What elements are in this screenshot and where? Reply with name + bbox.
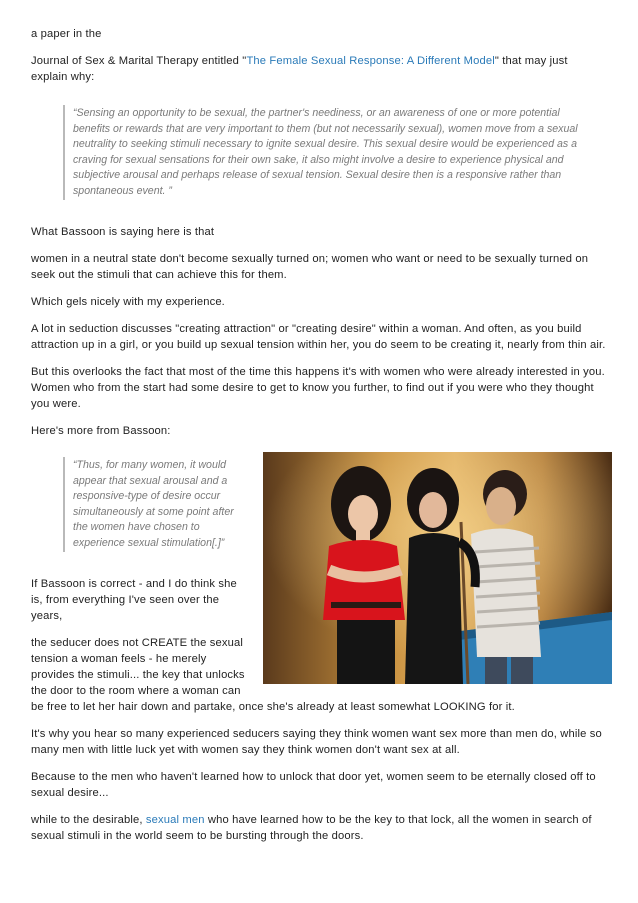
paragraph-experience: Which gels nicely with my experience.	[31, 296, 225, 308]
paragraph-bassoon-saying: What Bassoon is saying here is that	[31, 226, 215, 238]
sexual-men-link[interactable]: sexual men	[145, 814, 205, 826]
article-body	[31, 26, 606, 855]
blockquote-basson-1: “Sensing an opportunity to be sexual, the partner's neediness, or an awareness of one or more potential benefits or rewards that are very important to them (but not necessarily sexual), women move from a sexual neutrality to seeking stimuli necessary to ignite sexual desire. This sexual desire would be experienced as a craving for sexual sensations for their own sake, it also might involve a desire to experience physical and subjective arousal and perhaps release of sexual tension. Sexual desire then is a responsive rather than spontaneous event. ”	[63, 105, 578, 200]
journal-text-after: " that may just explain why:	[31, 55, 568, 83]
paragraph-intro: a paper in the	[31, 28, 102, 40]
paragraph-unlock-door: Because to the men who haven't learned how to unlock that door yet, women seem to be eternally closed off to sexual desire...	[31, 771, 596, 799]
photo-women-man-billiards	[263, 452, 612, 684]
blockquote-basson-2: “Thus, for many women, it would appear that sexual arousal and a responsive-type of desire occur simultaneously at some point after the women have chosen to experience sexual stimulation[.]”	[63, 457, 238, 552]
paragraph-experienced-seducers: It's why you hear so many experienced seducers saying they think women want sex more than men do, while so many men with little luck yet with women say they think women don't want sex at all.	[31, 728, 602, 756]
paragraph-neutral-state: women in a neutral state don't become sexually turned on; women who want or need to be sexually turned on seek out the stimuli that can achieve this for them.	[31, 253, 589, 281]
paragraph-desirable-men	[31, 812, 606, 844]
desirable-text-before: while to the desirable,	[31, 814, 146, 826]
paragraph-seducer: the seducer does not CREATE the sexual tension a woman feels - he merely provides the stimuli... the key that unlocks the door to the room where a woman can be free to let her hair down and partake, once she's already at least somewhat LOOKING for it.	[31, 637, 515, 713]
desirable-text-after: who have learned how to be the key to that lock, all the women in search of sexual stimuli in the world seem to be bursting through the doors.	[31, 814, 592, 842]
paragraph-more-from-bassoon: Here's more from Bassoon:	[31, 425, 171, 437]
paragraph-if-bassoon-correct: If Bassoon is correct - and I do think she is, from everything I've seen over the years,	[31, 578, 237, 622]
article-photo	[263, 452, 612, 684]
paragraph-journal	[31, 53, 606, 85]
journal-text-before: Journal of Sex & Marital Therapy entitled "	[31, 55, 247, 67]
paragraph-overlooks: But this overlooks the fact that most of the time this happens it's with women who were already interested in you. Women who from the start had some desire to get to know you further, to find out if you were who they thought you were.	[31, 366, 605, 410]
paragraph-creating-attraction: A lot in seduction discusses "creating attraction" or "creating desire" within a woman. And often, as you build attraction up in a girl, or you build up sexual tension within her, you do seem to be creating it, nearly from thin air.	[31, 323, 606, 351]
article-link[interactable]: The Female Sexual Response: A Different Model	[246, 55, 495, 67]
